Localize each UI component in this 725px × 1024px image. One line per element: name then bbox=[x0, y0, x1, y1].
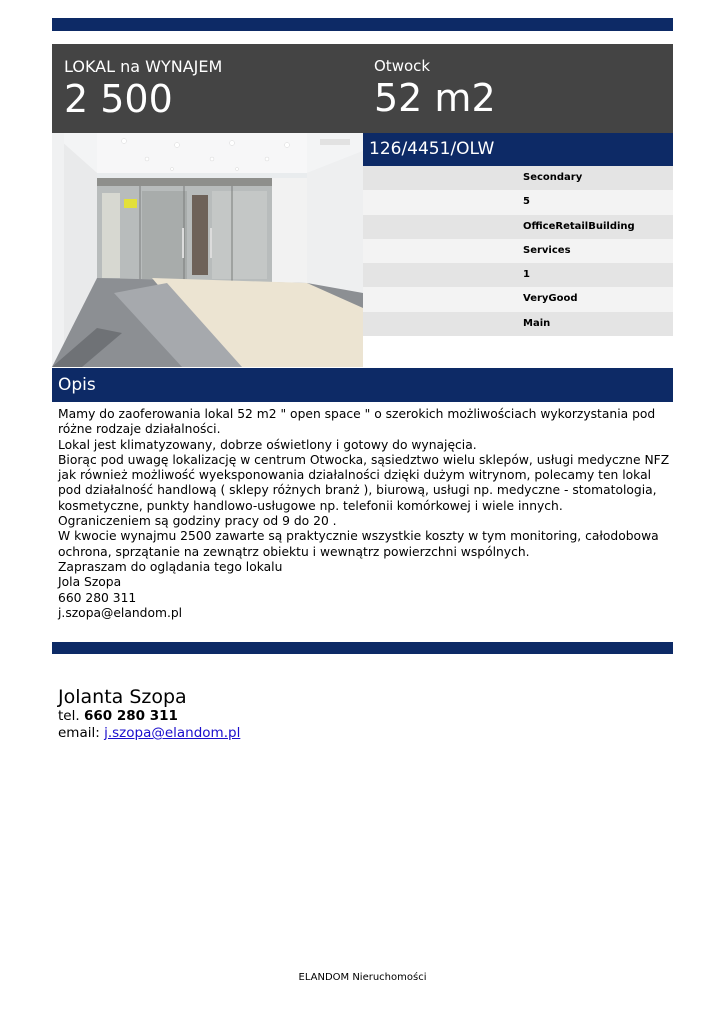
footer-company: ELANDOM Nieruchomości bbox=[298, 972, 427, 983]
attribute-building-type: OfficeRetailBuilding bbox=[363, 215, 673, 239]
offer-type: LOKAL na WYNAJEM bbox=[64, 57, 223, 76]
agent-name: Jolanta Szopa bbox=[58, 686, 187, 708]
email-link[interactable]: j.szopa@elandom.pl bbox=[104, 725, 241, 741]
agent-phone-line bbox=[58, 708, 240, 725]
description-line: 660 280 311 bbox=[58, 590, 137, 605]
phone-label: tel. bbox=[58, 708, 80, 724]
property-photo-drawing bbox=[52, 133, 363, 367]
attribute-condition: VeryGood bbox=[363, 287, 673, 311]
description-line: Ograniczeniem są godziny pracy od 9 do 20 . bbox=[58, 514, 337, 529]
agent-contact bbox=[58, 686, 240, 742]
description-line: Biorąc pod uwagę lokalizację w centrum Otwocka, sąsiedztwo wielu sklepów, usługi medyczne NFZ bbox=[58, 452, 670, 467]
attribute-floor: 5 bbox=[363, 190, 673, 214]
price: 2 500 bbox=[64, 77, 173, 121]
description-line: W kwocie wynajmu 2500 zawarte są praktycznie wszystkie koszty w tym monitoring, całodobowa bbox=[58, 529, 659, 544]
description-line: różne rodzaje działalności. bbox=[58, 422, 221, 437]
listing-header bbox=[52, 44, 673, 133]
bottom-divider-bar bbox=[52, 642, 673, 654]
attribute-purpose: Services bbox=[363, 239, 673, 263]
email-label: email: bbox=[58, 725, 100, 741]
description-line: Lokal jest klimatyzowany, dobrze oświetlony i gotowy do wynajęcia. bbox=[58, 437, 477, 452]
attribute-market: Secondary bbox=[363, 166, 673, 190]
area: 52 m2 bbox=[374, 76, 496, 120]
description-line: kosmetyczne, punkty handlowo-usługowe np. telefonii komórkowej i wiele innych. bbox=[58, 498, 563, 513]
description-line: pod działalność handlową ( sklepy różnych branż ), biurową, usługi np. medyczne - stomatologia, bbox=[58, 483, 657, 498]
description-line: Mamy do zaoferowania lokal 52 m2 " open space " o szerokich możliwościach wykorzystania pod bbox=[58, 407, 656, 421]
attribute-location: Main bbox=[363, 312, 673, 336]
city: Otwock bbox=[374, 57, 431, 75]
description-text bbox=[58, 407, 670, 621]
reference-number: 126/4451/OLW bbox=[363, 133, 673, 166]
description-line: jak również możliwość wyeksponowania działalności dzięki dużym witrynom, polecamy ten lokal bbox=[58, 468, 652, 483]
agent-email-line bbox=[58, 725, 240, 742]
description-line: j.szopa@elandom.pl bbox=[58, 605, 183, 620]
header-offer bbox=[64, 57, 222, 121]
property-photo bbox=[52, 133, 363, 367]
description-line: Zapraszam do oglądania tego lokalu bbox=[58, 559, 283, 574]
attribute-rooms: 1 bbox=[363, 263, 673, 287]
header-location bbox=[374, 56, 496, 120]
description-line: Jola Szopa bbox=[58, 575, 122, 590]
description-line: ochrona, sprzątanie na zewnątrz obiektu i wewnątrz powierzchni wspólnych. bbox=[58, 544, 530, 559]
phone-number: 660 280 311 bbox=[83, 708, 178, 724]
description-heading: Opis bbox=[52, 368, 673, 402]
attributes-table bbox=[363, 166, 673, 336]
top-divider-bar bbox=[52, 18, 673, 31]
